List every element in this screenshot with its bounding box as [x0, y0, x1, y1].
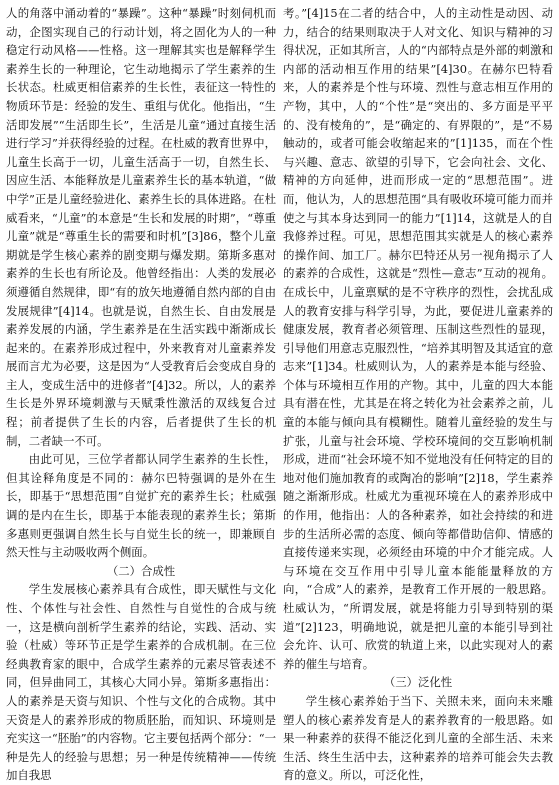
body-paragraph: 人的角落中涌动着的“暴躁”。这种“暴躁”时刻伺机而动，企图实现自己的行动计划，将之固化为人的一种稳定行动风格——性格。这一理解其实也是解释学生素养生长的一种理论，它生动地揭示了学生素养的生长状态。杜威更相信素养的生长性，表征这一特性的物质环节是：经验的发生、重组与优化。他指出，“生活即发展”“生活即生长”，生活是儿童“通过直接生活进行学习”并获得经验的过程。在杜威的教育世界中，儿童生长高于一切，儿童生活高于一切，自然生长、因应生活、本能释放是儿童素养生长的基本轨道，“做中学”正是儿童经验进化、素养生长的具体进路。在杜威看来，“儿童”的本意是“生长和发展的时期”，“尊重儿童”就是“尊重生长的需要和时机”[3]86，整个儿童期就是学生核心素养的剧变期与爆发期。第斯多惠对素养的生长也有所论及。他曾经指出：人类的发展必须遵循自然规律，即“有的放矢地遵循自然内部的自由发展规律”[4]14。也就是说，自然生长、自由发展是素养发展的内涵，学生素养是在生活实践中渐渐成长起来的。在素养形成过程中，外来教育对儿童素养发展而言尤为必要，这是因为“人受教育后会变成自身的主人，变成生活中的进修者”[4]32。所以，人的素养生长是外界环境刺激与天赋秉性激活的双线复合过程；前者提供了生长的内容，后者提供了生长的机制，二者缺一不可。 [6, 6, 276, 448]
section-heading: （三）泛化性 [383, 675, 453, 690]
body-paragraph: 学生核心素养始于当下、关照未来，面向未来雕塑人的核心素养发育是人的素养教育的一般思路。如果一种素养的获得不能泛化到儿童的全部生活、未来生活、终生生活中去，这种素养的培养可能会失去教育的意义。所以，可泛化性， [283, 693, 553, 783]
body-paragraph: 考。”[4]15在二者的结合中，人的主动性是动因、动力，结合的结果则取决于人对文化、知识与精神的习得状况，正如其所言，人的“内部特点是外部的刺激和内部的活动相互作用的结果”[4]30。在赫尔巴特看来，人的素养是个性与环境、烈性与意志相互作用的产物，其中，人的“个性”是“突出的、多方面是平平的、没有棱角的”，是“确定的、有界限的”，是“不易触动的，或者可能会收缩起来的”[1]135，而在个性与兴趣、意志、欲望的引导下，它会向社会、文化、精神的方向延伸，进而形成一定的“思想范围”。进而，他认为，人的思想范围“具有吸收环境可能力而并使之与其本身达到同一的能力”[1]14，这就是人的自我修养过程。可见，思想范围其实就是人的核心素养的操作间、加工厂。赫尔巴特还从另一视角揭示了人的素养的合成性，这就是“烈性—意志”互动的视角。在成长中，儿童禀赋的是不守秩序的烈性，会扰乱成人的教育安排与科学引导，为此，要促进儿童素养的健康发展，教育者必须管理、压制这些烈性的显现，引导他们用意志克服烈性，“培养其明智及其适宜的意志来”[1]34。杜威则认为，人的素养是本能与经验、个体与环境相互作用的产物。其中，儿童的四大本能具有潜在性，尤其是在将之转化为社会素养之前，儿童的本能与倾向具有模糊性。随着儿童经验的发生与扩张，儿童与社会环境、学校环境间的交互影响机制形成，进而“社会环境不知不觉地没有任何特定的目的地对他们施加教育的或陶冶的影响”[2]18，学生素养随之渐渐形成。杜威尤为重视环境在人的素养形成中的作用，他指出：人的各种素养，如社会持续的和进步的生活所必需的态度、倾向等都借助信仰、情感的直接传递来实现，必须经由环境的中介才能完成。人与环境在交互作用中引导儿童本能能量释放的方向，“合成”人的素养，是教育工作开展的一般思路。杜威认为，“所谓发展，就是将能力引导到特别的渠道”[2]123，明确地说，就是把儿童的本能引导到社会允许、认可、欣赏的轨道上来，以此实现对人的素养的催生与培育。 [283, 6, 553, 671]
body-paragraph: 学生发展核心素养具有合成性，即天赋性与文化性、个体性与社会性、自然性与自觉性的合成与统一，这是横向剖析学生素养的结论，实践、活动、实验（杜威）等环节正是学生素养的合成机制。在三位经典教育家的眼中，合成学生素养的元素尽管表述不同，但异曲同工，其核心大同小异。第斯多惠指出：人的素养是天资与知识、个性与文化的合成物。其中天资是人的素养形成的物质胚胎，而知识、环境则是充实这一“胚胎”的内容物。它主要包括两个部分：“一种是先人的经验与思想；另一种是传统精神——传统加自我思 [6, 582, 276, 783]
body-paragraph: 由此可见，三位学者都认同学生素养的生长性，但其诠释角度是不同的：赫尔巴特强调的是外在生长，即基于“思想范围”自觉扩充的素养生长；杜威强调的是内在生长，即基于本能表现的素养生长；第斯多惠则更强调自然生长与自觉生长的统一，即兼顾自然天性与主动吸收两个侧面。 [6, 452, 276, 560]
left-column [6, 4, 276, 785]
right-column [283, 4, 553, 785]
section-heading: （二）合成性 [106, 563, 176, 578]
